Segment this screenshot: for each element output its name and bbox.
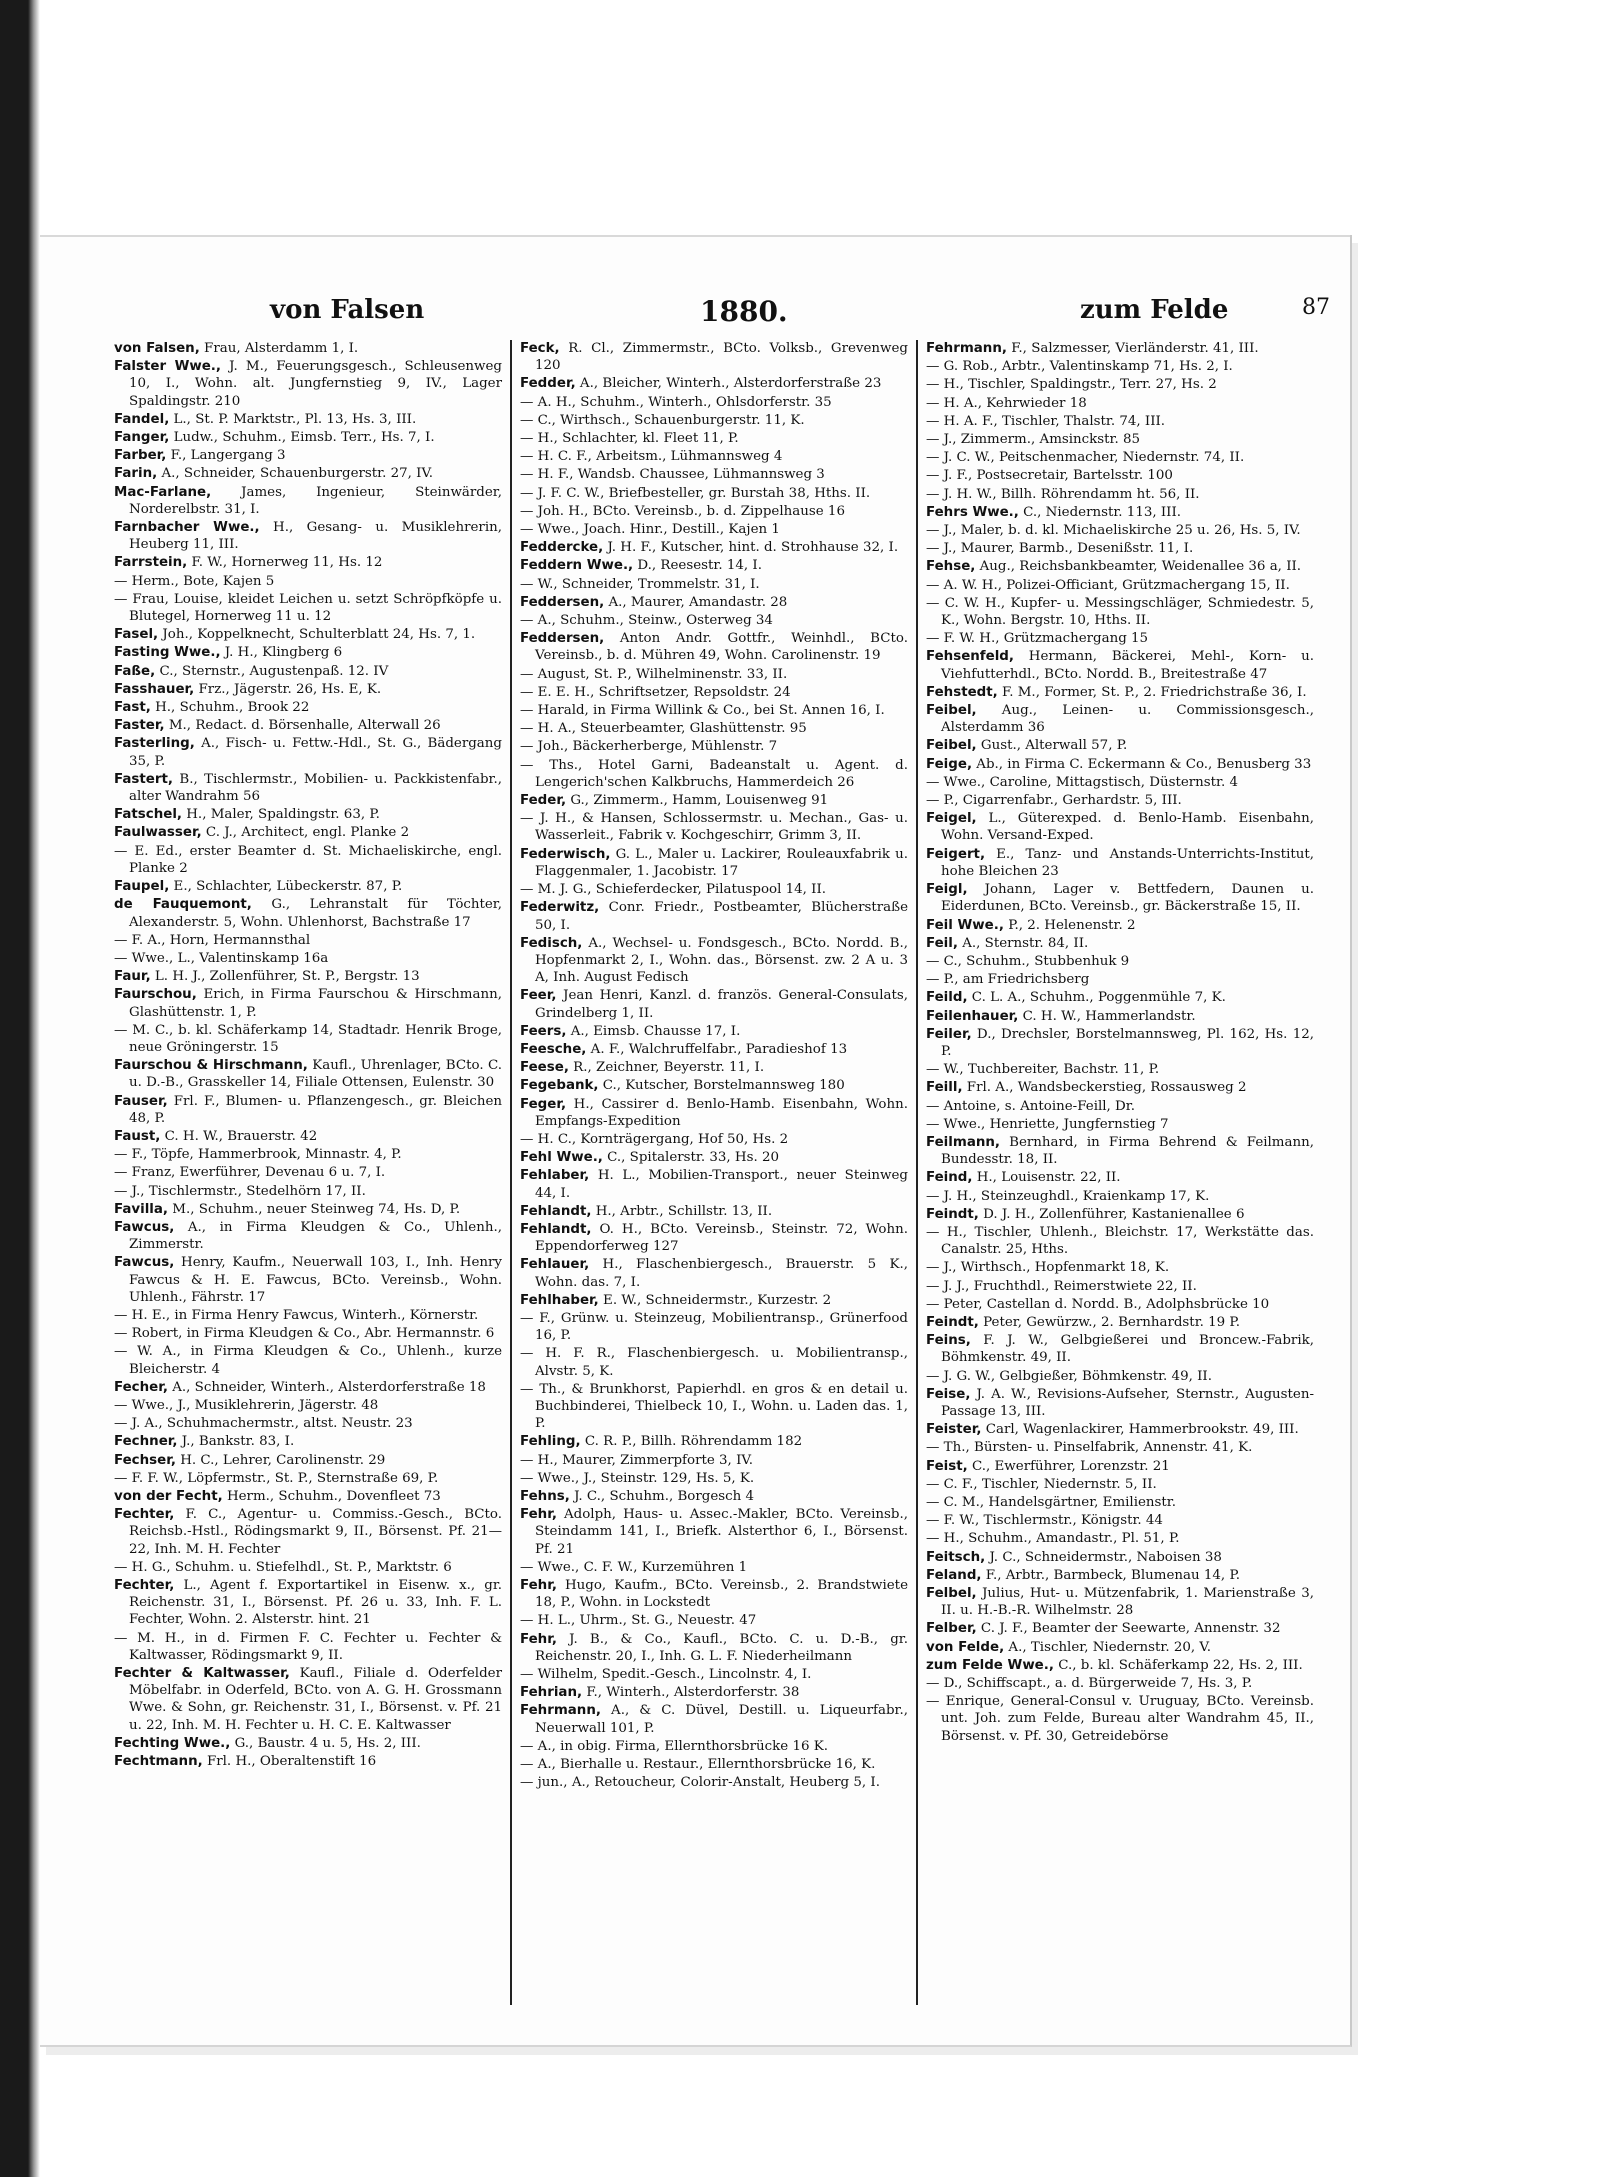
directory-entry: — J., Zimmerm., Amsinckstr. 85 <box>926 432 1141 448</box>
directory-entry: Feiler, D., Drechsler, Borstelmannsweg, Pl. 162, Hs. 12, P. <box>926 1026 1314 1059</box>
column-right <box>920 340 1320 2005</box>
directory-entry: Fehlhaber, E. W., Schneidermstr., Kurzestr. 2 <box>520 1292 832 1308</box>
directory-entry: de Fauquemont, G., Lehranstalt für Töchter, Alexanderstr. 5, Wohn. Uhlenhorst, Bachstraße 17 <box>114 897 502 930</box>
directory-entry: — F. W. H., Grützmachergang 15 <box>926 631 1149 647</box>
page-number: 87 <box>1302 295 1330 320</box>
directory-entry: — H. F., Wandsb. Chaussee, Lühmannsweg 3 <box>520 467 825 483</box>
directory-entry: — F. A., Horn, Hermannsthal <box>114 932 311 948</box>
directory-entry: Fecher, A., Schneider, Winterh., Alsterdorferstraße 18 <box>114 1379 486 1395</box>
directory-entry: Mac-Farlane, James, Ingenieur, Steinwärder, Norderelbstr. 31, I. <box>114 484 502 517</box>
directory-entry: Fehling, C. R. P., Billh. Röhrendamm 182 <box>520 1434 803 1450</box>
directory-entry: — H. E., in Firma Henry Fawcus, Winterh., Körnerstr. <box>114 1307 479 1323</box>
directory-entry: — H., Schlachter, kl. Fleet 11, P. <box>520 431 739 447</box>
directory-entry: Fechter & Kaltwasser, Kaufl., Filiale d. Oderfelder Möbelfabr. in Oderfeld, BCto. von A. G. H. Grossmann Wwe. & Sohn, gr. Reichenstr. 31, I., Börsenst. v. Pf. 21 u. 22, Inh. M. H. Fechter u. H. C. E. Kaltwasser <box>114 1666 502 1733</box>
directory-entry: — P., Cigarrenfabr., Gerhardstr. 5, III. <box>926 793 1182 809</box>
directory-entry: — H., Maurer, Zimmerpforte 3, IV. <box>520 1452 753 1468</box>
directory-entry: Feland, F., Arbtr., Barmbeck, Blumenau 14, P. <box>926 1567 1240 1583</box>
directory-entry: — F. F. W., Löpfermstr., St. P., Sternstraße 69, P. <box>114 1470 439 1486</box>
directory-entry: — J. H., Steinzeughdl., Kraienkamp 17, K. <box>926 1188 1210 1204</box>
directory-entry: — H., Tischler, Uhlenh., Bleichstr. 17, Werkstätte das. Canalstr. 25, Hths. <box>926 1224 1314 1258</box>
directory-entry: — Wwe., Henriette, Jungfernstieg 7 <box>926 1116 1169 1132</box>
directory-entry: — D., Schiffscapt., a. d. Bürgerweide 7, Hs. 3, P. <box>926 1676 1253 1692</box>
directory-entry: — Peter, Castellan d. Nordd. B., Adolphsbrücke 10 <box>926 1296 1270 1312</box>
directory-entry: — Joh. H., BCto. Vereinsb., b. d. Zippelhause 16 <box>520 503 845 519</box>
directory-entry: — Wwe., L., Valentinskamp 16a <box>114 950 329 966</box>
directory-entry: — A., in obig. Firma, Ellernthorsbrücke 16 K. <box>520 1738 828 1754</box>
header-year: 1880. <box>700 295 788 328</box>
directory-entry: — M. H., in d. Firmen F. C. Fechter u. Fechter & Kaltwasser, Rödingsmarkt 9, II. <box>114 1630 502 1663</box>
directory-entry: — jun., A., Retoucheur, Colorir-Anstalt, Heuberg 5, I. <box>520 1775 880 1791</box>
directory-entry: Fehns, J. C., Schuhm., Borgesch 4 <box>520 1489 755 1504</box>
directory-entry: — P., am Friedrichsberg <box>926 972 1090 988</box>
directory-entry: Feddersen, Anton Andr. Gottfr., Weinhdl., BCto. Vereinsb., b. d. Mühren 49, Wohn. Carolinenstr. 19 <box>520 631 908 664</box>
directory-entry: — W., Schneider, Trommelstr. 31, I. <box>520 576 760 592</box>
directory-entry: — Wwe., J., Musiklehrerin, Jägerstr. 48 <box>114 1397 379 1413</box>
directory-entry: — Ths., Hotel Garni, Badeanstalt u. Agent. d. Lengerich'schen Kalkbruchs, Hammerdeich 26 <box>520 757 908 790</box>
directory-entry: — J. F., Postsecretair, Bartelsstr. 100 <box>926 468 1173 484</box>
directory-entry: Farber, F., Langergang 3 <box>114 448 286 464</box>
directory-entry: — J. F. C. W., Briefbesteller, gr. Burstah 38, Hths. II. <box>520 485 871 501</box>
directory-entry: — F. W., Tischlermstr., Königstr. 44 <box>926 1513 1163 1529</box>
directory-entry: Feil, A., Sternstr. 84, II. <box>926 935 1089 951</box>
directory-entry: Feesche, A. F., Walchruffelfabr., Paradieshof 13 <box>520 1041 848 1057</box>
directory-entry: Feger, H., Cassirer d. Benlo-Hamb. Eisenbahn, Wohn. Empfangs-Expedition <box>520 1096 908 1129</box>
directory-entry: Feddercke, J. H. F., Kutscher, hint. d. Strohhause 32, I. <box>520 540 899 556</box>
directory-entry: Fandel, L., St. P. Marktstr., Pl. 13, Hs. 3, III. <box>114 411 417 427</box>
directory-entry: — Th., & Brunkhorst, Papierhdl. en gros & en detail u. Buchbinderei, Thielbeck 10, I., Wohn. u. Laden das. 1, P. <box>520 1381 908 1432</box>
directory-entry: — A. W. H., Polizei-Officiant, Grützmachergang 15, II. <box>926 577 1290 593</box>
directory-entry: Faulwasser, C. J., Architect, engl. Planke 2 <box>114 825 410 841</box>
directory-entry: Fehrmann, A., & C. Düvel, Destill. u. Liqueurfabr., Neuerwall 101, P. <box>520 1703 908 1736</box>
directory-entry: — Antoine, s. Antoine-Feill, Dr. <box>926 1098 1135 1114</box>
directory-entry: — A. H., Schuhm., Winterh., Ohlsdorferstr. 35 <box>520 394 832 410</box>
directory-entry: Fehrian, F., Winterh., Alsterdorferstr. 38 <box>520 1685 800 1701</box>
directory-entry: Felber, C. J. F., Beamter der Seewarte, Annenstr. 32 <box>926 1621 1281 1637</box>
directory-entry: — August, St. P., Wilhelminenstr. 33, II. <box>520 666 788 682</box>
directory-entry: — H. F. R., Flaschenbiergesch. u. Mobilientransp., Alvstr. 5, K. <box>520 1346 908 1379</box>
directory-entry: von Falsen, Frau, Alsterdamm 1, I. <box>114 341 359 356</box>
directory-entry: — H. C. F., Arbeitsm., Lühmannsweg 4 <box>520 449 783 465</box>
directory-entry: Faupel, E., Schlachter, Lübeckerstr. 87, P. <box>114 879 403 895</box>
directory-entry: Feilmann, Bernhard, in Firma Behrend & Feilmann, Bundesstr. 18, II. <box>926 1134 1314 1168</box>
directory-entry: Favilla, M., Schuhm., neuer Steinweg 74, Hs. D, P. <box>114 1201 461 1217</box>
directory-entry: Fastert, B., Tischlermstr., Mobilien- u. Packkistenfabr., alter Wandrahm 56 <box>114 771 502 805</box>
directory-entry: Feindt, D. J. H., Zollenführer, Kastanienallee 6 <box>926 1206 1245 1222</box>
directory-entry: Fehlauer, H., Flaschenbiergesch., Brauerstr. 5 K., Wohn. das. 7, I. <box>520 1257 908 1290</box>
directory-entry: — H. L., Uhrm., St. G., Neuestr. 47 <box>520 1613 757 1629</box>
directory-entry: — Herm., Bote, Kajen 5 <box>114 573 275 589</box>
directory-entry: Fatschel, H., Maler, Spaldingstr. 63, P. <box>114 807 380 823</box>
directory-page <box>40 235 1352 2047</box>
column-left <box>108 340 508 2005</box>
directory-entry: Fawcus, A., in Firma Kleudgen & Co., Uhlenh., Zimmerstr. <box>114 1219 502 1253</box>
directory-entry: — Enrique, General-Consul v. Uruguay, BCto. Vereinsb. unt. Joh. zum Felde, Bureau alter Wandrahm 45, II., Börsenst. v. Pf. 30, Getreidebörse <box>926 1694 1314 1744</box>
directory-entry: Fechting Wwe., G., Baustr. 4 u. 5, Hs. 2, III. <box>114 1735 421 1751</box>
directory-entry: — J. H., & Hansen, Schlossermstr. u. Mechan., Gas- u. Wasserleit., Fabrik v. Kochgeschirr, Grimm 3, II. <box>520 811 908 844</box>
directory-entry: — Wwe., C. F. W., Kurzemühren 1 <box>520 1559 748 1575</box>
directory-entry: Feddern Wwe., D., Reesestr. 14, I. <box>520 558 762 574</box>
directory-entry: Feigert, E., Tanz- und Anstands-Unterrichts-Institut, hohe Bleichen 23 <box>926 846 1314 879</box>
directory-entry: Fechser, H. C., Lehrer, Carolinenstr. 29 <box>114 1452 386 1468</box>
directory-entry: Fasshauer, Frz., Jägerstr. 26, Hs. E, K. <box>114 681 382 697</box>
header-last-entry: zum Felde <box>1080 295 1229 325</box>
directory-entry: Faster, M., Redact. d. Börsenhalle, Alterwall 26 <box>114 718 441 734</box>
directory-entry: — Wwe., Joach. Hinr., Destill., Kajen 1 <box>520 522 780 538</box>
directory-entry: Farrstein, F. W., Hornerweg 11, Hs. 12 <box>114 555 383 571</box>
directory-entry: Fehlandt, H., Arbtr., Schillstr. 13, II. <box>520 1203 773 1219</box>
directory-entry: Feige, Ab., in Firma C. Eckermann & Co., Benusberg 33 <box>926 756 1312 772</box>
directory-entry: — Frau, Louise, kleidet Leichen u. setzt Schröpfköpfe u. Blutegel, Hornerweg 11 u. 12 <box>114 591 502 625</box>
directory-entry: Fehr, Adolph, Haus- u. Assec.-Makler, BCto. Vereinsb., Steindamm 141, I., Briefk. Alsterthor 6, I., Börsenst. Pf. 21 <box>520 1507 908 1557</box>
directory-entry: — J. G. W., Gelbgießer, Böhmkenstr. 49, II. <box>926 1368 1212 1384</box>
directory-entry: Faße, C., Sternstr., Augustenpaß. 12. IV <box>114 663 389 679</box>
column-divider <box>916 340 918 2005</box>
directory-entry: — J. A., Schuhmachermstr., altst. Neustr. 23 <box>114 1416 413 1432</box>
directory-entry: — Harald, in Firma Willink & Co., bei St. Annen 16, I. <box>520 703 885 719</box>
directory-entry: Farnbacher Wwe., H., Gesang- u. Musiklehrerin, Heuberg 11, III. <box>114 520 502 553</box>
directory-entry: Fasterling, A., Fisch- u. Fettw.-Hdl., St. G., Bädergang 35, P. <box>114 736 502 769</box>
directory-entry: — J. J., Fruchthdl., Reimerstwiete 22, II. <box>926 1278 1197 1294</box>
directory-entry: — Joh., Bäckerherberge, Mühlenstr. 7 <box>520 739 778 755</box>
directory-entry: Feitsch, J. C., Schneidermstr., Naboisen 38 <box>926 1549 1222 1565</box>
directory-entry: — H. G., Schuhm. u. Stiefelhdl., St. P., Marktstr. 6 <box>114 1559 452 1575</box>
directory-entry: Feins, F. J. W., Gelbgießerei und Broncew.-Fabrik, Böhmkenstr. 49, II. <box>926 1333 1314 1366</box>
directory-entry: — Wwe., Caroline, Mittagstisch, Düsternstr. 4 <box>926 774 1239 790</box>
directory-entry: Fechter, L., Agent f. Exportartikel in Eisenw. x., gr. Reichenstr. 31, I., Börsenst. Pf. 26 u. 33, Inh. F. L. Fechter, Wohn. 2. Alsterstr. hint. 21 <box>114 1578 502 1628</box>
directory-entry: — Th., Bürsten- u. Pinselfabrik, Annenstr. 41, K. <box>926 1440 1253 1456</box>
directory-entry: — Wwe., J., Steinstr. 129, Hs. 5, K. <box>520 1470 755 1486</box>
directory-entry: Feister, Carl, Wagenlackirer, Hammerbrookstr. 49, III. <box>926 1422 1299 1438</box>
directory-entry: Fast, H., Schuhm., Brook 22 <box>114 700 310 716</box>
directory-entry: Fasting Wwe., J. H., Klingberg 6 <box>114 645 343 661</box>
directory-entry: — H., Schuhm., Amandastr., Pl. 51, P. <box>926 1531 1180 1547</box>
directory-entry: Feese, R., Zeichner, Beyerstr. 11, I. <box>520 1060 765 1076</box>
directory-entry: — Franz, Ewerführer, Devenau 6 u. 7, I. <box>114 1165 386 1181</box>
directory-entry: Feigl, Johann, Lager v. Bettfedern, Daunen u. Eiderdunen, BCto. Vereinsb., gr. Bäckerstraße 15, II. <box>926 882 1314 915</box>
directory-entry: — C. W. H., Kupfer- u. Messingschläger, Schmiedestr. 5, K., Wohn. Bergstr. 10, Hths. II. <box>926 595 1314 629</box>
directory-entry: Fehl Wwe., C., Spitalerstr. 33, Hs. 20 <box>520 1150 780 1166</box>
directory-entry: — W., Tuchbereiter, Bachstr. 11, P. <box>926 1062 1160 1078</box>
directory-entry: Fehstedt, F. M., Former, St. P., 2. Friedrichstraße 36, I. <box>926 684 1307 700</box>
directory-entry: — J., Wirthsch., Hopfenmarkt 18, K. <box>926 1260 1170 1276</box>
directory-entry: Feill, Frl. A., Wandsbeckerstieg, Rossausweg 2 <box>926 1080 1247 1096</box>
directory-entry: — C., Wirthsch., Schauenburgerstr. 11, K. <box>520 412 805 428</box>
directory-entry: — A., Schuhm., Steinw., Osterweg 34 <box>520 613 773 629</box>
column-middle <box>514 340 914 2005</box>
scan-binding-shadow <box>0 0 40 2177</box>
directory-entry: — G. Rob., Arbtr., Valentinskamp 71, Hs. 2, I. <box>926 359 1233 375</box>
directory-entry: Fehrmann, F., Salzmesser, Vierländerstr. 41, III. <box>926 341 1259 356</box>
column-divider <box>510 340 512 2005</box>
directory-entry: — E. Ed., erster Beamter d. St. Michaeliskirche, engl. Planke 2 <box>114 843 502 876</box>
directory-entry: Feilenhauer, C. H. W., Hammerlandstr. <box>926 1008 1196 1024</box>
directory-entry: — M. C., b. kl. Schäferkamp 14, Stadtadr. Henrik Broge, neue Gröningerstr. 15 <box>114 1022 502 1055</box>
directory-entry: Faust, C. H. W., Brauerstr. 42 <box>114 1128 318 1144</box>
directory-entry: Feibel, Aug., Leinen- u. Commissionsgesch., Alsterdamm 36 <box>926 703 1314 736</box>
directory-entry: Faurschou, Erich, in Firma Faurschou & Hirschmann, Glashüttenstr. 1, P. <box>114 987 502 1020</box>
directory-entry: Federwisch, G. L., Maler u. Lackirer, Rouleauxfabrik u. Flaggenmaler, 1. Jacobistr. 17 <box>520 846 908 879</box>
directory-entry: Feigel, L., Güterexped. d. Benlo-Hamb. Eisenbahn, Wohn. Versand-Exped. <box>926 811 1314 844</box>
directory-entry: — Wilhelm, Spedit.-Gesch., Lincolnstr. 4, I. <box>520 1667 812 1683</box>
directory-entry: — Robert, in Firma Kleudgen & Co., Abr. Hermannstr. 6 <box>114 1326 495 1342</box>
page-edge <box>40 235 1350 237</box>
directory-entry: Federwitz, Conr. Friedr., Postbeamter, Blücherstraße 50, I. <box>520 900 908 933</box>
directory-entry: Fehlandt, O. H., BCto. Vereinsb., Steinstr. 72, Wohn. Eppendorferweg 127 <box>520 1221 908 1255</box>
directory-entry: Fechtmann, Frl. H., Oberaltenstift 16 <box>114 1754 377 1770</box>
directory-entry: Fehse, Aug., Reichsbankbeamter, Weidenallee 36 a, II. <box>926 559 1302 575</box>
directory-entry: — H. A., Kehrwieder 18 <box>926 395 1087 411</box>
directory-entry: Fehsenfeld, Hermann, Bäckerei, Mehl-, Korn- u. Viehfutterhdl., BCto. Nordd. B., Breitestraße 47 <box>926 649 1314 682</box>
directory-entry: Farin, A., Schneider, Schauenburgerstr. 27, IV. <box>114 466 434 482</box>
header-first-entry: von Falsen <box>270 295 425 325</box>
directory-entry: — H. A., Steuerbeamter, Glashüttenstr. 95 <box>520 721 807 737</box>
directory-entry: — C. F., Tischler, Niedernstr. 5, II. <box>926 1476 1157 1492</box>
page-header <box>100 295 1330 335</box>
directory-entry: — C., Schuhm., Stubbenhuk 9 <box>926 953 1130 969</box>
directory-entry: Falster Wwe., J. M., Feuerungsgesch., Schleusenweg 10, I., Wohn. alt. Jungfernstieg 9, IV., Lager Spaldingstr. 210 <box>114 359 502 409</box>
directory-entry: zum Felde Wwe., C., b. kl. Schäferkamp 22, Hs. 2, III. <box>926 1657 1303 1673</box>
directory-entry: Feil Wwe., P., 2. Helenenstr. 2 <box>926 917 1136 933</box>
directory-entry: — J. C. W., Peitschenmacher, Niedernstr. 74, II. <box>926 450 1245 466</box>
directory-entry: Fauser, Frl. F., Blumen- u. Pflanzengesch., gr. Bleichen 48, P. <box>114 1093 502 1126</box>
directory-entry: — J., Maurer, Barmb., Desenißstr. 11, I. <box>926 541 1194 557</box>
directory-entry: Feck, R. Cl., Zimmermstr., BCto. Volksb., Grevenweg 120 <box>520 341 908 374</box>
directory-entry: — J., Tischlermstr., Stedelhörn 17, II. <box>114 1183 366 1199</box>
directory-entry: von der Fecht, Herm., Schuhm., Dovenfleet 73 <box>114 1489 441 1504</box>
directory-entry: Feindt, Peter, Gewürzw., 2. Bernhardstr. 19 P. <box>926 1314 1240 1330</box>
directory-entry: Feder, G., Zimmerm., Hamm, Louisenweg 91 <box>520 793 829 809</box>
directory-entry: Fechner, J., Bankstr. 83, I. <box>114 1434 295 1450</box>
directory-entry: Felbel, Julius, Hut- u. Mützenfabrik, 1. Marienstraße 3, II. u. H.-B.-R. Wilhelmstr. 28 <box>926 1586 1314 1619</box>
directory-entry: — H. A. F., Tischler, Thalstr. 74, III. <box>926 413 1166 429</box>
directory-columns <box>108 340 1320 2005</box>
directory-entry: Feer, Jean Henri, Kanzl. d. französ. General-Consulats, Grindelberg 1, II. <box>520 988 908 1021</box>
directory-entry: von Felde, A., Tischler, Niedernstr. 20, V. <box>926 1639 1211 1655</box>
directory-entry: — H., Tischler, Spaldingstr., Terr. 27, Hs. 2 <box>926 377 1217 393</box>
directory-entry: — E. E. H., Schriftsetzer, Repsoldstr. 24 <box>520 684 791 700</box>
directory-entry: Feist, C., Ewerführer, Lorenzstr. 21 <box>926 1458 1170 1474</box>
directory-entry: Fedisch, A., Wechsel- u. Fondsgesch., BCto. Nordd. B., Hopfenmarkt 2, I., Wohn. das., Börsenst. zw. 2 A u. 3 A, Inh. August Fedisch <box>520 935 908 986</box>
directory-entry: Faurschou & Hirschmann, Kaufl., Uhrenlager, BCto. C. u. D.-B., Grasskeller 14, Filiale Ottensen, Eulenstr. 30 <box>114 1058 502 1091</box>
directory-entry: — A., Bierhalle u. Restaur., Ellernthorsbrücke 16, K. <box>520 1757 876 1773</box>
directory-entry: Fasel, Joh., Koppelknecht, Schulterblatt 24, Hs. 7, 1. <box>114 627 476 643</box>
directory-entry: Fanger, Ludw., Schuhm., Eimsb. Terr., Hs. 7, I. <box>114 430 435 446</box>
directory-entry: — J., Maler, b. d. kl. Michaeliskirche 25 u. 26, Hs. 5, IV. <box>926 523 1301 539</box>
directory-entry: Faur, L. H. J., Zollenführer, St. P., Bergstr. 13 <box>114 969 420 985</box>
directory-entry: Fehr, J. B., & Co., Kaufl., BCto. C. u. D.-B., gr. Reichenstr. 20, I., Inh. G. L. F. Niederheilmann <box>520 1631 908 1664</box>
directory-entry: — J. H. W., Billh. Röhrendamm ht. 56, II. <box>926 486 1200 502</box>
directory-entry: Feibel, Gust., Alterwall 57, P. <box>926 738 1128 754</box>
directory-entry: Fehlaber, H. L., Mobilien-Transport., neuer Steinweg 44, I. <box>520 1168 908 1201</box>
directory-entry: Fedder, A., Bleicher, Winterh., Alsterdorferstraße 23 <box>520 376 882 392</box>
directory-entry: — M. J. G., Schieferdecker, Pilatuspool 14, II. <box>520 882 827 898</box>
directory-entry: Fehr, Hugo, Kaufm., BCto. Vereinsb., 2. Brandstwiete 18, P., Wohn. in Lockstedt <box>520 1578 908 1611</box>
directory-entry: Fawcus, Henry, Kaufm., Neuerwall 103, I., Inh. Henry Fawcus & H. E. Fawcus, BCto. Vereinsb., Wohn. Uhlenh., Fährstr. 17 <box>114 1255 502 1305</box>
directory-entry: Feddersen, A., Maurer, Amandastr. 28 <box>520 594 788 610</box>
directory-entry: — F., Grünw. u. Steinzeug, Mobilientransp., Grünerfood 16, P. <box>520 1310 908 1344</box>
directory-entry: — F., Töpfe, Hammerbrook, Minnastr. 4, P. <box>114 1147 402 1163</box>
directory-entry: Fegebank, C., Kutscher, Borstelmannsweg 180 <box>520 1078 845 1094</box>
directory-entry: Feind, H., Louisenstr. 22, II. <box>926 1170 1121 1186</box>
directory-entry: Feild, C. L. A., Schuhm., Poggenmühle 7, K. <box>926 990 1226 1006</box>
directory-entry: Fehrs Wwe., C., Niedernstr. 113, III. <box>926 504 1181 520</box>
directory-entry: Feise, J. A. W., Revisions-Aufseher, Sternstr., Augusten-Passage 13, III. <box>926 1386 1314 1419</box>
directory-entry: — C. M., Handelsgärtner, Emilienstr. <box>926 1495 1176 1510</box>
directory-entry: Fechter, F. C., Agentur- u. Commiss.-Gesch., BCto. Reichsb.-Hstl., Rödingsmarkt 9, II., Börsenst. Pf. 21—22, Inh. M. H. Fechter <box>114 1507 502 1557</box>
directory-entry: Feers, A., Eimsb. Chausse 17, I. <box>520 1023 741 1039</box>
directory-entry: — W. A., in Firma Kleudgen & Co., Uhlenh., kurze Bleicherstr. 4 <box>114 1344 502 1377</box>
directory-entry: — H. C., Kornträgergang, Hof 50, Hs. 2 <box>520 1131 789 1147</box>
